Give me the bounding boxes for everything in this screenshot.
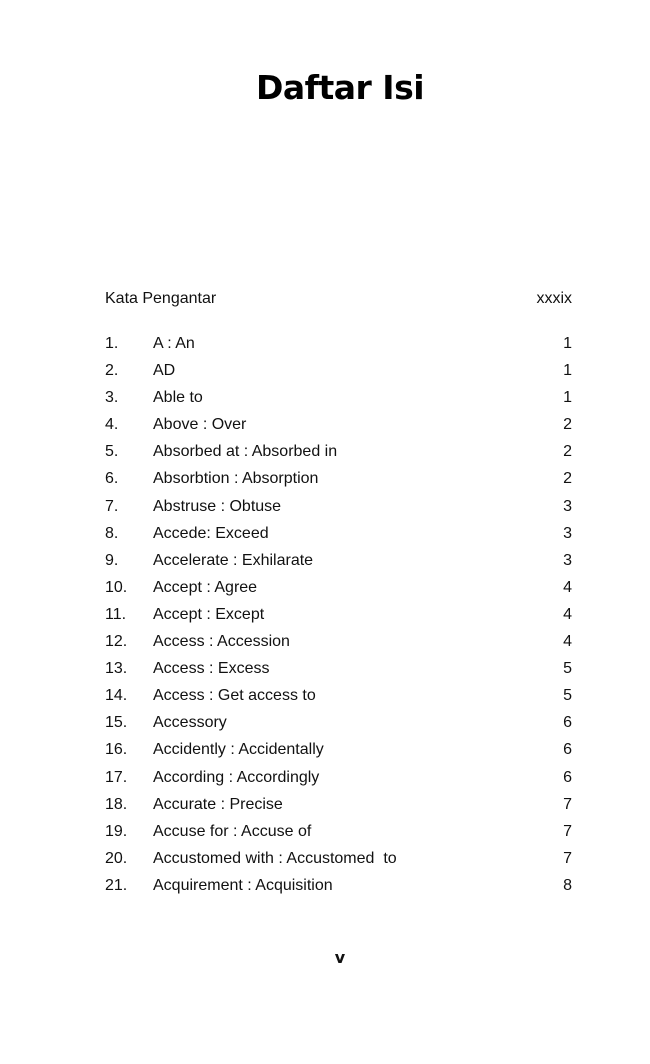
toc-row bbox=[105, 389, 572, 416]
toc-row bbox=[105, 741, 572, 768]
toc-entry: Accidently : Accidentally bbox=[153, 741, 324, 759]
toc-number: 17. bbox=[105, 768, 128, 786]
toc-number: 3. bbox=[105, 389, 119, 407]
toc-entry: Accuse for : Accuse of bbox=[153, 822, 312, 840]
toc-number: 14. bbox=[105, 687, 128, 705]
toc-number: 15. bbox=[105, 714, 128, 732]
toc-intro-page: xxxix bbox=[536, 290, 572, 307]
toc-entry: A : An bbox=[153, 335, 195, 352]
page-title: Daftar Isi bbox=[255, 68, 425, 107]
toc-page: 1 bbox=[563, 389, 572, 407]
toc-number: 16. bbox=[105, 741, 128, 759]
toc-entry: Access : Excess bbox=[153, 660, 270, 678]
toc-number: 2. bbox=[105, 362, 119, 380]
toc-entry: According : Accordingly bbox=[153, 768, 320, 786]
toc-number: 5. bbox=[105, 443, 119, 461]
toc-entry: Above : Over bbox=[153, 416, 247, 434]
toc-intro-row bbox=[105, 290, 572, 312]
toc-number: 1. bbox=[105, 335, 119, 352]
toc-number: 4. bbox=[105, 416, 119, 434]
toc-number: 21. bbox=[105, 876, 128, 894]
toc-entry: Absorbed at : Absorbed in bbox=[153, 443, 338, 461]
toc-page: 2 bbox=[563, 443, 572, 461]
toc-page: 5 bbox=[563, 660, 572, 678]
toc-number: 11. bbox=[105, 605, 127, 623]
toc-row bbox=[105, 633, 572, 660]
toc-page: 4 bbox=[563, 578, 572, 596]
toc-number: 8. bbox=[105, 524, 119, 542]
toc-number: 19. bbox=[105, 822, 128, 840]
toc-page: 6 bbox=[563, 714, 572, 732]
toc-entry: Accept : Agree bbox=[153, 578, 258, 596]
table-of-contents bbox=[105, 335, 572, 904]
toc-row bbox=[105, 362, 572, 389]
toc-entry: Access : Get access to bbox=[153, 687, 316, 705]
toc-page: 1 bbox=[563, 362, 572, 380]
toc-entry: Accurate : Precise bbox=[153, 795, 283, 813]
toc-row bbox=[105, 498, 572, 525]
toc-entry: Absorbtion : Absorption bbox=[153, 470, 319, 488]
toc-entry: Accessory bbox=[153, 714, 227, 732]
toc-row bbox=[105, 714, 572, 741]
toc-row bbox=[105, 470, 572, 497]
toc-number: 7. bbox=[105, 497, 119, 515]
toc-entry: Accustomed with : Accustomed to bbox=[153, 849, 397, 867]
toc-number: 10. bbox=[105, 578, 128, 596]
toc-page: 6 bbox=[563, 741, 572, 759]
toc-intro-label: Kata Pengantar bbox=[105, 290, 217, 307]
toc-number: 13. bbox=[105, 660, 128, 678]
toc-page: 6 bbox=[563, 768, 572, 786]
toc-entry: Access : Accession bbox=[153, 633, 290, 651]
toc-row bbox=[105, 525, 572, 552]
toc-number: 9. bbox=[105, 551, 119, 569]
toc-page: 3 bbox=[563, 497, 572, 515]
toc-page: 4 bbox=[563, 605, 572, 623]
toc-page: 5 bbox=[563, 687, 572, 705]
toc-entry: Acquirement : Acquisition bbox=[153, 876, 333, 894]
toc-page: 8 bbox=[563, 876, 572, 894]
toc-page: 4 bbox=[563, 633, 572, 651]
toc-page: 7 bbox=[563, 822, 572, 840]
toc-row bbox=[105, 769, 572, 796]
toc-number: 6. bbox=[105, 470, 119, 488]
toc-row bbox=[105, 823, 572, 850]
toc-row bbox=[105, 443, 572, 470]
toc-page: 7 bbox=[563, 849, 572, 867]
toc-entry: Accelerate : Exhilarate bbox=[153, 551, 314, 569]
toc-row bbox=[105, 796, 572, 823]
toc-entry: Abstruse : Obtuse bbox=[153, 497, 282, 515]
toc-page: 2 bbox=[563, 470, 572, 488]
toc-row bbox=[105, 606, 572, 633]
toc-row bbox=[105, 416, 572, 443]
toc-number: 18. bbox=[105, 795, 128, 813]
toc-row bbox=[105, 335, 572, 362]
toc-page: 2 bbox=[563, 416, 572, 434]
toc-entry: AD bbox=[153, 362, 176, 380]
toc-number: 20. bbox=[105, 849, 128, 867]
toc-number: 12. bbox=[105, 633, 128, 651]
toc-row bbox=[105, 660, 572, 687]
page-number: v bbox=[334, 948, 346, 967]
toc-row bbox=[105, 579, 572, 606]
toc-row bbox=[105, 552, 572, 579]
toc-page: 7 bbox=[563, 795, 572, 813]
toc-row bbox=[105, 850, 572, 877]
toc-row bbox=[105, 687, 572, 714]
toc-page: 1 bbox=[563, 335, 572, 352]
toc-entry: Accede: Exceed bbox=[153, 524, 269, 542]
toc-page: 3 bbox=[563, 524, 572, 542]
toc-page: 3 bbox=[563, 551, 572, 569]
toc-row bbox=[105, 877, 572, 904]
toc-entry: Accept : Except bbox=[153, 605, 265, 623]
toc-entry: Able to bbox=[153, 389, 203, 407]
